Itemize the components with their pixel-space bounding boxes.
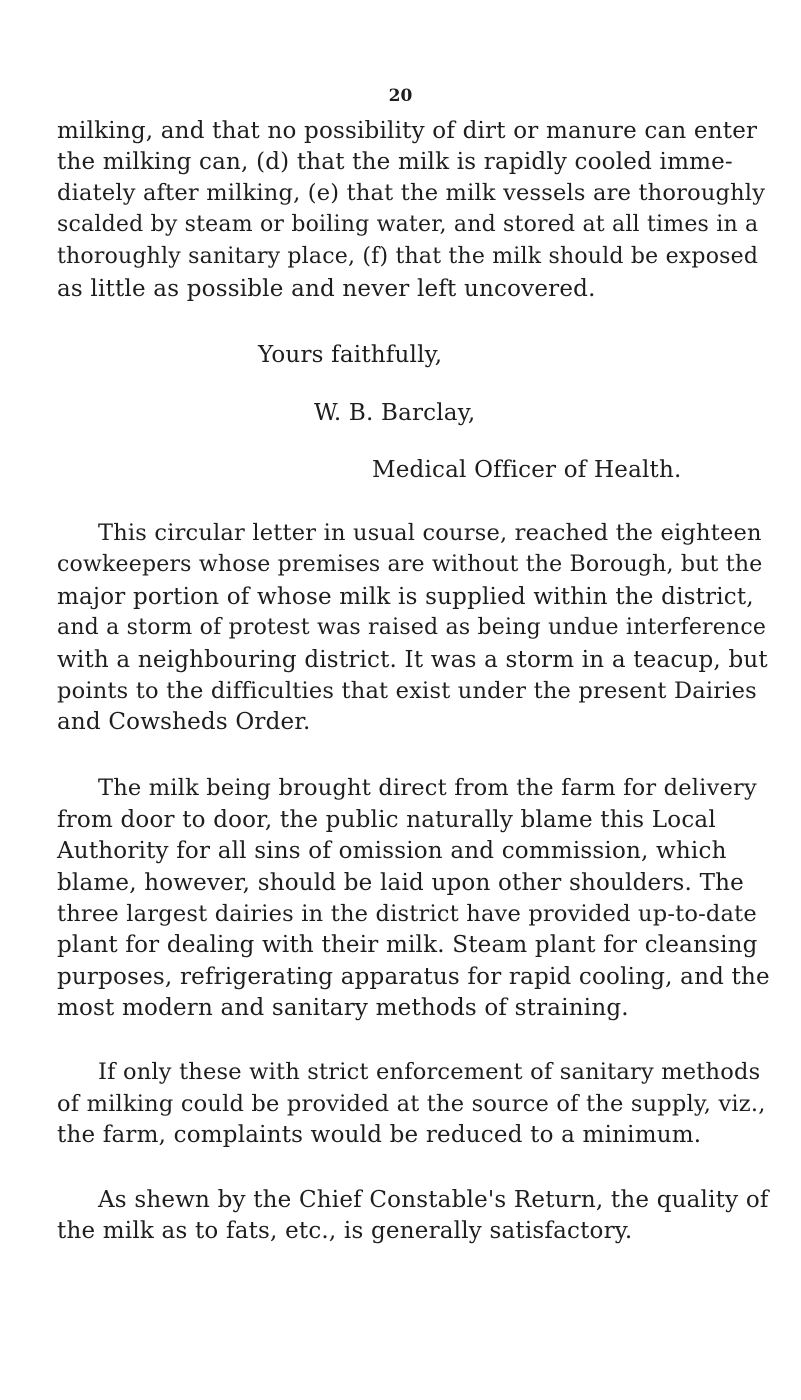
text-line: diately after milking, (e) that the milk vessels are thoroughly [57,180,766,206]
text-line: thoroughly sanitary place, (f) that the milk should be exposed [57,244,759,269]
text-line: the milking can, (d) that the milk is rapidly cooled imme- [57,149,733,175]
text-line: plant for dealing with their milk. Steam plant for cleansing [57,932,758,958]
text-line: and Cowsheds Order. [57,709,311,735]
text-line: the farm, complaints would be reduced to a minimum. [57,1122,702,1148]
page-number: 20 [388,86,413,106]
text-line: with a neighbouring district. It was a storm in a teacup, but [57,647,768,673]
text-line: most modern and sanitary methods of straining. [57,995,629,1021]
text-line: If only these with strict enforcement of sanitary methods [98,1059,761,1085]
text-line: as little as possible and never left uncovered. [57,276,596,302]
text-line: major portion of whose milk is supplied within the district, [57,584,754,610]
text-line: three largest dairies in the district have provided up-to-date [57,901,757,927]
signature-title: Medical Officer of Health. [372,457,682,483]
text-line: and a storm of protest was raised as being undue interference [57,615,767,640]
signature-name: W. B. Barclay, [314,400,476,426]
text-line: points to the difficulties that exist under the present Dairies [57,678,757,704]
text-line: Authority for all sins of omission and commission, which [57,838,727,864]
text-line: purposes, refrigerating apparatus for rapid cooling, and the [57,964,770,990]
text-line: from door to door, the public naturally blame this Local [57,807,716,833]
text-line: of milking could be provided at the source of the supply, viz., [57,1091,766,1117]
text-line: The milk being brought direct from the farm for delivery [98,775,757,801]
text-line: blame, however, should be laid upon other shoulders. The [57,870,744,896]
text-line: the milk as to fats, etc., is generally satisfactory. [57,1218,633,1244]
text-line: milking, and that no possibility of dirt or manure can enter [57,118,758,144]
text-line: scalded by steam or boiling water, and stored at all times in a [57,212,759,237]
text-line: As shewn by the Chief Constable's Return, the quality of [98,1187,769,1213]
closing-salutation: Yours faithfully, [258,342,443,368]
text-line: cowkeepers whose premises are without the Borough, but the [57,552,763,577]
text-line: This circular letter in usual course, reached the eighteen [98,520,762,546]
